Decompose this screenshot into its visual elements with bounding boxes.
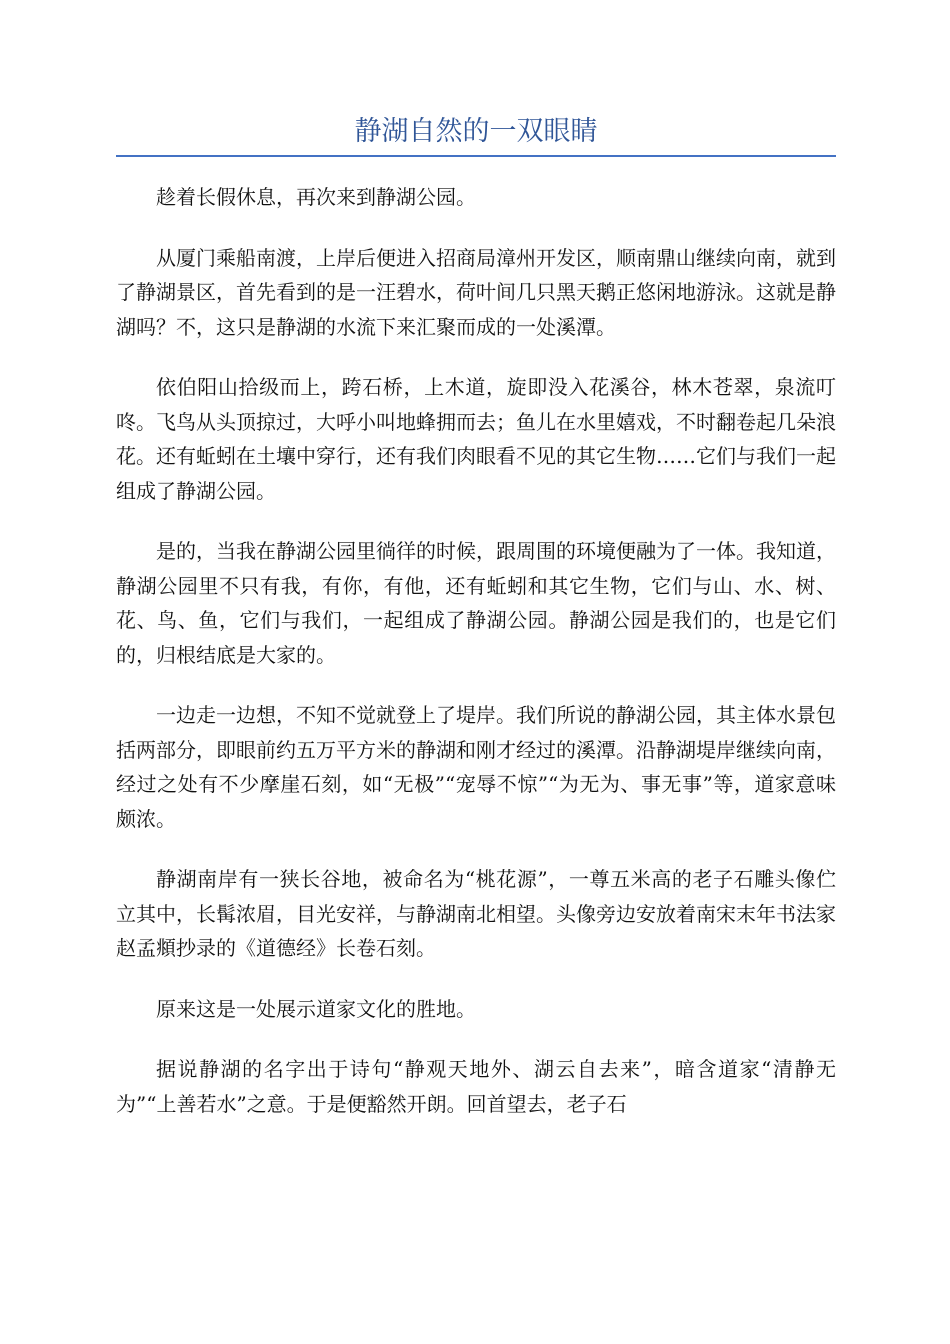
paragraph: 趁着长假休息，再次来到静湖公园。 (156, 185, 476, 209)
paragraph: 据说静湖的名字出于诗句“静观天地外、湖云自去来”，暗含道家“清静无为”“上善若水”之意。于是便豁然开朗。回首望去，老子石 (116, 1057, 836, 1116)
document-body (116, 180, 836, 1121)
document-title: 静湖自然的一双眼睛 (116, 112, 836, 157)
paragraph: 一边走一边想，不知不觉就登上了堤岸。我们所说的静湖公园，其主体水景包括两部分，即眼前约五万平方米的静湖和刚才经过的溪潭。沿静湖堤岸继续向南，经过之处有不少摩崖石刻，如“无极”“宠辱不惊”“为无为、事无事”等，道家意味颇浓。 (116, 703, 836, 831)
paragraph: 静湖南岸有一狭长谷地，被命名为“桃花源”，一尊五米高的老子石雕头像伫立其中，长髯浓眉，目光安祥，与静湖南北相望。头像旁边安放着南宋末年书法家赵孟頫抄录的《道德经》长卷石刻。 (116, 867, 836, 960)
paragraph: 从厦门乘船南渡，上岸后便进入招商局漳州开发区，顺南鼎山继续向南，就到了静湖景区，首先看到的是一汪碧水，荷叶间几只黑天鹅正悠闲地游泳。这就是静湖吗？不，这只是静湖的水流下来汇聚而成的一处溪潭。 (116, 245, 836, 339)
document-page (116, 112, 836, 1147)
paragraph: 原来这是一处展示道家文化的胜地。 (156, 996, 476, 1021)
paragraph: 是的，当我在静湖公园里徜徉的时候，跟周围的环境便融为了一体。我知道，静湖公园里不只有我，有你，有他，还有蚯蚓和其它生物，它们与山、水、树、花、鸟、鱼，它们与我们，一起组成了静湖公园。静湖公园是我们的，也是它们的，归根结底是大家的。 (116, 539, 836, 667)
paragraph: 依伯阳山拾级而上，跨石桥，上木道，旋即没入花溪谷，林木苍翠，泉流叮咚。飞鸟从头顶掠过，大呼小叫地蜂拥而去；鱼儿在水里嬉戏，不时翻卷起几朵浪花。还有蚯蚓在土壤中穿行，还有我们肉眼看不见的其它生物……它们与我们一起组成了静湖公园。 (116, 375, 836, 503)
